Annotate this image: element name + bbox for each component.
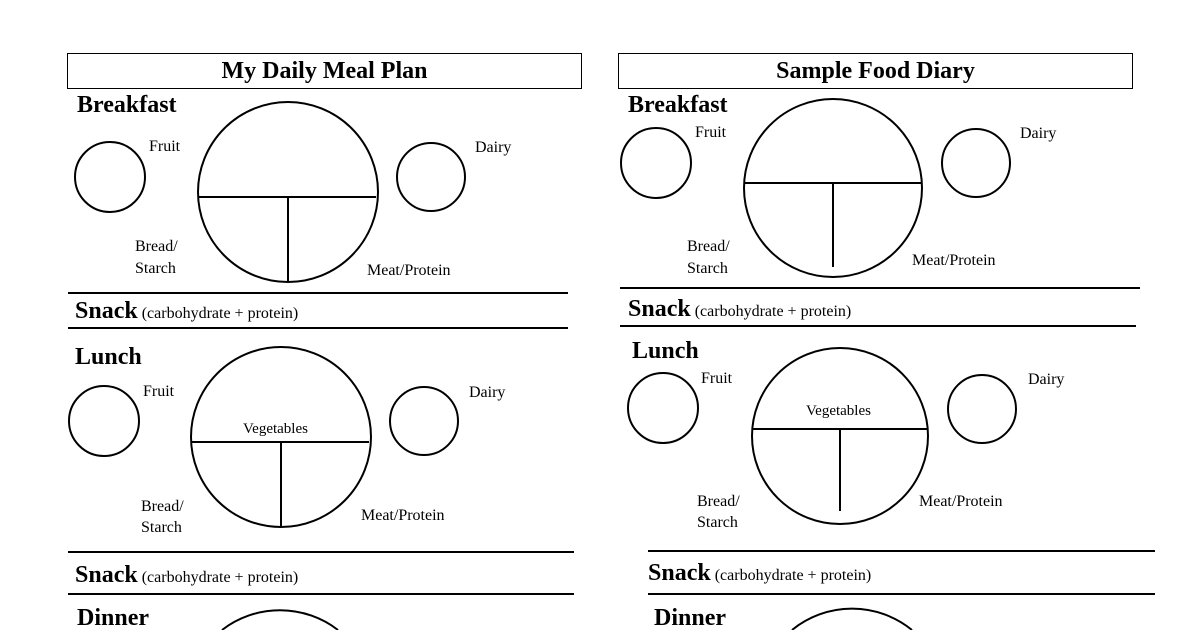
snack-note: (carbohydrate + protein) xyxy=(714,567,872,584)
diary-breakfast-bread-label-1: Bread/ xyxy=(687,238,730,255)
plan-title: My Daily Meal Plan xyxy=(67,53,582,89)
diary-breakfast-heading: Breakfast xyxy=(628,92,728,118)
diary-lunch-dairy-circle xyxy=(948,375,1016,443)
diary-snack2-label xyxy=(648,560,871,589)
plan-breakfast-bread-label-2: Starch xyxy=(135,260,176,277)
diary-lunch-meat-label: Meat/Protein xyxy=(919,493,1003,510)
diary-breakfast-dairy-label: Dairy xyxy=(1020,125,1057,142)
lunch-dairy-circle xyxy=(390,387,458,455)
snack-note: (carbohydrate + protein) xyxy=(141,569,299,586)
plan-snack2-label xyxy=(75,562,298,591)
breakfast-dairy-circle xyxy=(397,143,465,211)
snack-word: Snack xyxy=(648,560,711,586)
diary-breakfast-fruit-circle xyxy=(621,128,691,198)
diary-lunch-fruit-label: Fruit xyxy=(701,370,733,387)
lunch-fruit-circle xyxy=(69,386,139,456)
plan-breakfast-dairy-label: Dairy xyxy=(475,139,512,156)
diary-lunch-dairy-label: Dairy xyxy=(1028,371,1065,388)
breakfast-fruit-circle xyxy=(75,142,145,212)
plan-breakfast-heading: Breakfast xyxy=(77,92,177,118)
diary-lunch-vegetables-label: Vegetables xyxy=(806,403,871,419)
plan-lunch-meat-label: Meat/Protein xyxy=(361,507,445,524)
snack-word: Snack xyxy=(75,562,138,588)
plan-lunch-bread-label-1: Bread/ xyxy=(141,498,184,515)
dinner-plate-arc xyxy=(222,610,338,630)
diary-dinner-plate-arc xyxy=(792,609,912,630)
plan-breakfast-meat-label: Meat/Protein xyxy=(367,262,451,279)
diary-breakfast-bread-label-2: Starch xyxy=(687,260,728,277)
diary-breakfast-meat-label: Meat/Protein xyxy=(912,252,996,269)
diary-lunch-heading: Lunch xyxy=(632,338,699,364)
plan-snack1-label xyxy=(75,298,298,327)
snack-word: Snack xyxy=(628,296,691,322)
plan-lunch-vegetables-label: Vegetables xyxy=(243,421,308,437)
snack-word: Snack xyxy=(75,298,138,324)
plan-lunch-fruit-label: Fruit xyxy=(143,383,175,400)
plan-lunch-bread-label-2: Starch xyxy=(141,519,182,536)
plan-lunch-heading: Lunch xyxy=(75,344,142,370)
plan-dinner-heading: Dinner xyxy=(77,605,149,631)
plan-breakfast-bread-label-1: Bread/ xyxy=(135,238,178,255)
diary-lunch-bread-label-1: Bread/ xyxy=(697,493,740,510)
diary-title: Sample Food Diary xyxy=(618,53,1133,89)
diary-breakfast-dairy-circle xyxy=(942,129,1010,197)
diary-dinner-heading: Dinner xyxy=(654,605,726,631)
diary-snack1-label xyxy=(628,296,851,325)
plan-breakfast-fruit-label: Fruit xyxy=(149,138,181,155)
snack-note: (carbohydrate + protein) xyxy=(694,303,852,320)
diary-lunch-fruit-circle xyxy=(628,373,698,443)
diary-lunch-bread-label-2: Starch xyxy=(697,514,738,531)
diary-breakfast-fruit-label: Fruit xyxy=(695,124,727,141)
plan-lunch-dairy-label: Dairy xyxy=(469,384,506,401)
snack-note: (carbohydrate + protein) xyxy=(141,305,299,322)
